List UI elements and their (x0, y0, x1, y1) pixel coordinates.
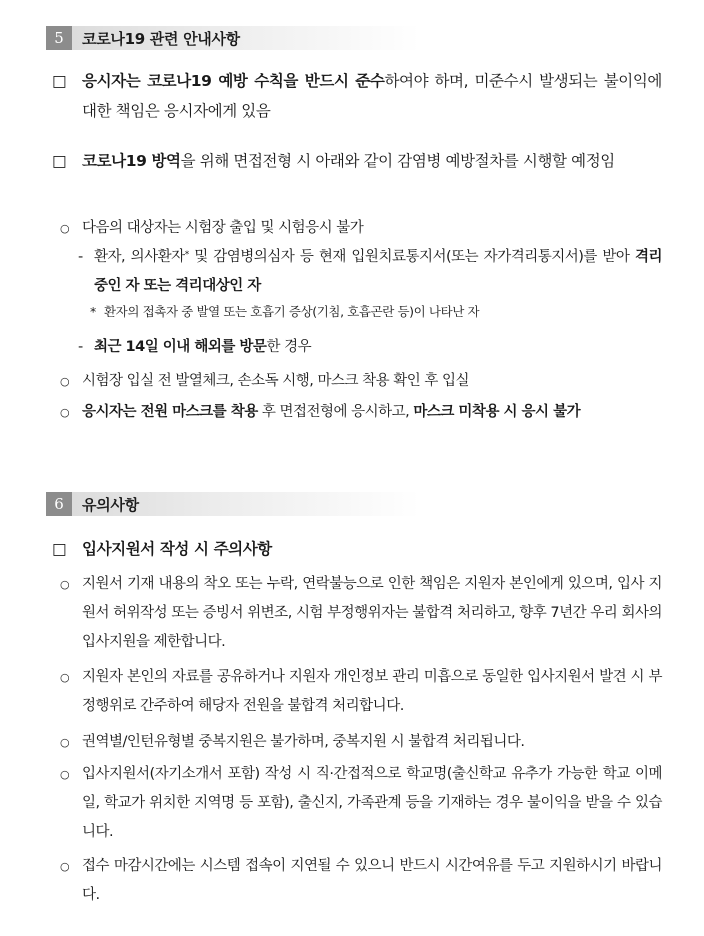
box-heading (52, 534, 662, 564)
bold-text: 응시자는 전원 마스크를 착용 (82, 404, 258, 420)
body-text: 시험장 입실 전 발열체크, 손소독 시행, 마스크 착용 확인 후 입실 (82, 373, 469, 389)
circle-bullet: ○ (60, 578, 70, 591)
body-text: 후 면접전형에 응시하고, (257, 404, 414, 420)
circle-item (60, 852, 662, 910)
bold-text: 응시자는 코로나19 예방 수칙을 반드시 준수 (82, 72, 385, 90)
body-text: 접수 마감시간에는 시스템 접속이 지연될 수 있으니 반드시 시간여유를 두고 지원하시기 바랍니다. (82, 858, 662, 903)
bold-text: 코로나19 방역 (82, 152, 181, 170)
box-bullet: □ (52, 72, 67, 90)
footnote-text: 환자의 접촉자 중 발열 또는 호흡기 증상(기침, 호흡곤란 등)이 나타난 자 (104, 304, 480, 319)
heading-text: 입사지원서 작성 시 주의사항 (82, 540, 272, 558)
body-text: 입사지원서(자기소개서 포함) 작성 시 직·간접적으로 학교명(출신학교 유추가 가능한 학교 이메일, 학교가 위치한 지역명 등 포함), 출신지, 가족관계 등을 기재하는 경우 불이익을 받을 수 있습니다. (82, 766, 662, 840)
box-paragraph (52, 66, 662, 126)
body-text: 및 감염병의심자 등 현재 입원치료통지서(또는 자가격리통지서)를 받아 (188, 249, 635, 265)
circle-bullet: ○ (60, 375, 70, 388)
dash-item (78, 333, 662, 362)
dash-bullet: - (78, 249, 83, 265)
body-text: 지원서 기재 내용의 착오 또는 누락, 연락불능으로 인한 책임은 지원자 본인에게 있으며, 입사 지원서 허위작성 또는 증빙서 위변조, 시험 부정행위자는 불합격 처리하고, 향후 7년간 우리 회사의 입사지원을 제한합니다. (82, 576, 662, 650)
circle-item (60, 728, 662, 757)
circle-item (60, 760, 662, 847)
circle-bullet: ○ (60, 860, 70, 873)
body-text: 을 위해 면접전형 시 아래와 같이 감염병 예방절차를 시행할 예정임 (180, 152, 615, 170)
footnote (90, 302, 662, 322)
circle-bullet: ○ (60, 736, 70, 749)
bold-text: 최근 14일 이내 해외를 방문 (94, 339, 267, 355)
section-title: 코로나19 관련 안내사항 (82, 29, 240, 48)
box-bullet: □ (52, 152, 67, 170)
section-6-header (46, 492, 420, 516)
dash-item (78, 243, 662, 301)
dash-bullet: - (78, 339, 83, 355)
circle-item (60, 398, 662, 427)
circle-bullet: ○ (60, 406, 70, 419)
circle-item (60, 367, 662, 396)
section-number: 5 (46, 26, 72, 50)
bold-text: 마스크 미착용 시 응시 불가 (413, 404, 581, 420)
box-bullet: □ (52, 540, 67, 558)
circle-item (60, 214, 662, 243)
box-paragraph (52, 146, 662, 176)
circle-bullet: ○ (60, 768, 70, 781)
body-text: 환자, 의사환자 (94, 249, 185, 265)
circle-item (60, 663, 662, 721)
bold-text: 격리중인 자 또는 격리대상인 자 (94, 249, 662, 294)
circle-item (60, 570, 662, 657)
body-text: 하여야 하며, 미준수시 발생되는 불이익에 대한 책임은 응시자에게 있음 (82, 72, 662, 120)
body-text: 지원자 본인의 자료를 공유하거나 지원자 개인정보 관리 미흡으로 동일한 입사지원서 발견 시 부정행위로 간주하여 해당자 전원을 불합격 처리합니다. (82, 669, 662, 714)
body-text: 한 경우 (266, 339, 312, 355)
circle-bullet: ○ (60, 671, 70, 684)
body-text: 권역별/인턴유형별 중복지원은 불가하며, 중복지원 시 불합격 처리됩니다. (82, 734, 525, 750)
body-text: 다음의 대상자는 시험장 출입 및 시험응시 불가 (82, 220, 364, 236)
footnote-mark: * (184, 250, 189, 260)
circle-bullet: ○ (60, 222, 70, 235)
section-number: 6 (46, 492, 72, 516)
section-5-header (46, 26, 420, 50)
star-mark: * (90, 304, 96, 319)
section-title: 유의사항 (82, 495, 139, 514)
